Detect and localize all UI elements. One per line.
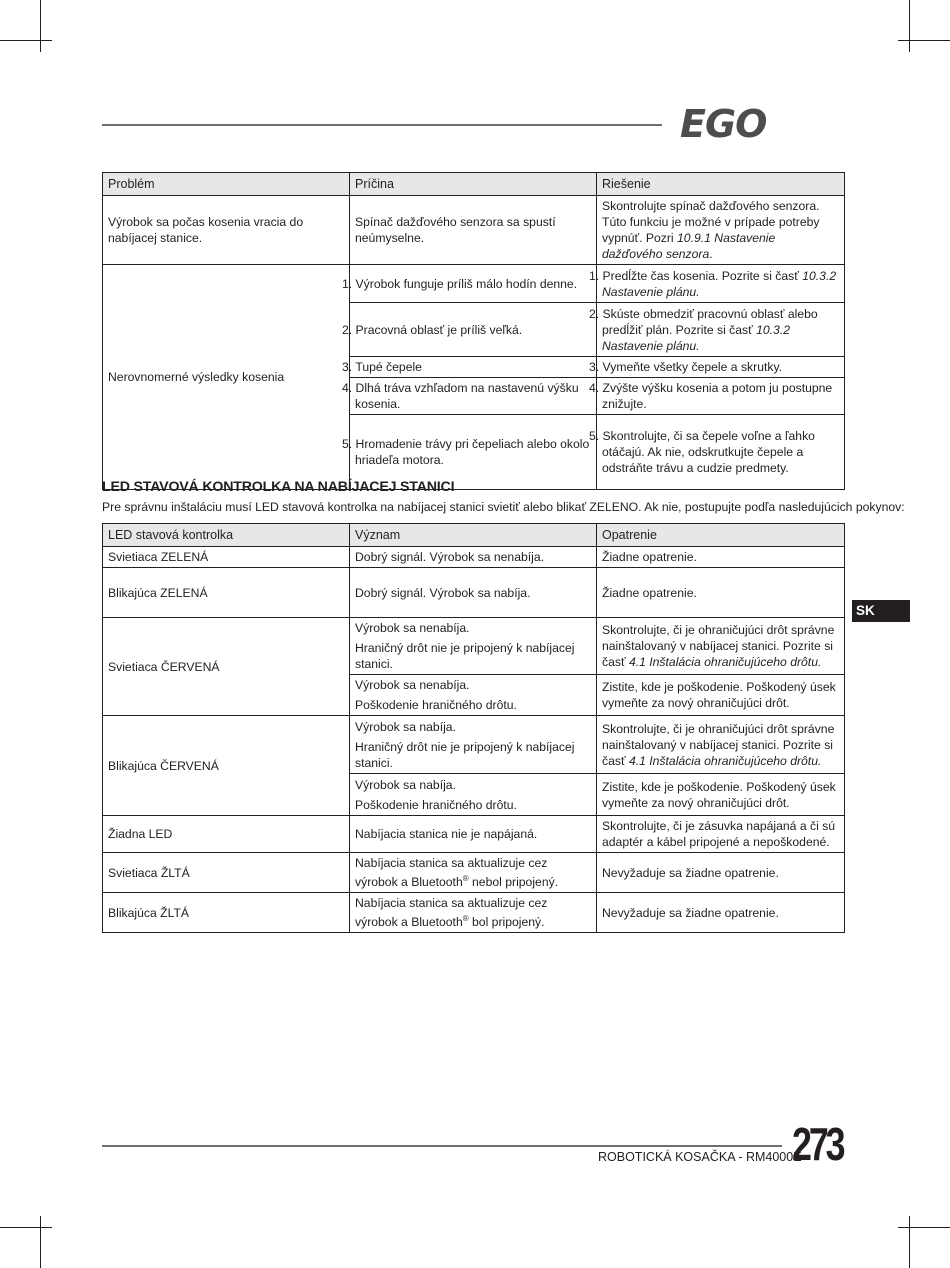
led-cell: Blikajúca ZELENÁ (103, 568, 350, 618)
crop-mark (0, 1227, 52, 1228)
page-number: 273 (792, 1118, 843, 1170)
solution-cell: Skontrolujte spínač dažďového senzora. Túto funkciu je možné v prípade potreby vypnúť. Pozri 10.9.1 Nastavenie dažďového senzora. (597, 196, 845, 265)
table-header-row (103, 524, 845, 547)
column-header-cause: Príčina (350, 173, 597, 196)
solution-cell: 1. Predĺžte čas kosenia. Pozrite si časť 10.3.2 Nastavenie plánu. (597, 265, 845, 303)
meaning-cell: Nabíjacia stanica sa aktualizuje cez výrobok a Bluetooth® nebol pripojený. (350, 853, 597, 893)
table-row (103, 893, 845, 933)
cause-cell: 5. Hromadenie trávy pri čepeliach alebo okolo hriadeľa motora. (350, 415, 597, 490)
action-cell: Nevyžaduje sa žiadne opatrenie. (597, 853, 845, 893)
meaning-cell: Nabíjacia stanica sa aktualizuje cez výrobok a Bluetooth® bol pripojený. (350, 893, 597, 933)
table-row (103, 816, 845, 853)
ego-logo (674, 104, 844, 144)
action-cell: Nevyžaduje sa žiadne opatrenie. (597, 893, 845, 933)
table-header-row (103, 173, 845, 196)
table-row (103, 568, 845, 618)
crop-mark (909, 0, 910, 52)
action-cell: Žiadne opatrenie. (597, 568, 845, 618)
table-row (103, 618, 845, 675)
crop-mark (898, 1227, 950, 1228)
solution-cell: 4. Zvýšte výšku kosenia a potom ju postupne znižujte. (597, 378, 845, 415)
column-header-problem: Problém (103, 173, 350, 196)
action-cell: Žiadne opatrenie. (597, 547, 845, 568)
header-rule (102, 124, 662, 126)
action-cell: Skontrolujte, či je ohraničujúci drôt správne nainštalovaný v nabíjacej stanici. Pozrite si časť 4.1 Inštalácia ohraničujúceho drôtu. (597, 618, 845, 675)
table-row (103, 196, 845, 265)
meaning-cell: Výrobok sa nabíja. Poškodenie hraničného drôtu. (350, 774, 597, 816)
cause-cell: 2. Pracovná oblasť je príliš veľká. (350, 303, 597, 357)
table-row (103, 716, 845, 774)
crop-mark (0, 40, 52, 41)
meaning-cell: Dobrý signál. Výrobok sa nabíja. (350, 568, 597, 618)
footer-rule (102, 1145, 782, 1147)
led-cell: Žiadna LED (103, 816, 350, 853)
meaning-cell: Výrobok sa nenabíja. Poškodenie hraničného drôtu. (350, 675, 597, 716)
cause-cell: 4. Dlhá tráva vzhľadom na nastavenú výšku kosenia. (350, 378, 597, 415)
column-header-meaning: Význam (350, 524, 597, 547)
led-cell: Svietiaca ŽLTÁ (103, 853, 350, 893)
action-cell: Zistite, kde je poškodenie. Poškodený úsek vymeňte za nový ohraničujúci drôt. (597, 774, 845, 816)
table-row (103, 265, 845, 303)
table-row (103, 853, 845, 893)
language-tab: SK (852, 600, 910, 622)
column-header-action: Opatrenie (597, 524, 845, 547)
column-header-led: LED stavová kontrolka (103, 524, 350, 547)
led-cell: Svietiaca ZELENÁ (103, 547, 350, 568)
section-intro: Pre správnu inštaláciu musí LED stavová kontrolka na nabíjacej stanici svietiť alebo blikať ZELENO. Ak nie, postupujte podľa nasledujúcich pokynov: (102, 500, 905, 514)
crop-mark (40, 0, 41, 52)
solution-cell: 3. Vymeňte všetky čepele a skrutky. (597, 357, 845, 378)
section-title: LED STAVOVÁ KONTROLKA NA NABÍJACEJ STANICI (102, 479, 455, 495)
logo-text: EGO (680, 102, 767, 146)
solution-cell: 5. Skontrolujte, či sa čepele voľne a ľahko otáčajú. Ak nie, odskrutkujte čepele a odstráňte trávu a cudzie predmety. (597, 415, 845, 490)
footer-product-name: ROBOTICKÁ KOSAČKA - RM4000E (598, 1150, 802, 1164)
action-cell: Skontrolujte, či je ohraničujúci drôt správne nainštalovaný v nabíjacej stanici. Pozrite si časť 4.1 Inštalácia ohraničujúceho drôtu. (597, 716, 845, 774)
cause-cell: Spínač dažďového senzora sa spustí neúmyselne. (350, 196, 597, 265)
problem-cell: Výrobok sa počas kosenia vracia do nabíjacej stanice. (103, 196, 350, 265)
problem-cell: Nerovnomerné výsledky kosenia (103, 265, 350, 490)
crop-mark (40, 1216, 41, 1268)
led-cell: Svietiaca ČERVENÁ (103, 618, 350, 716)
led-cell: Blikajúca ŽLTÁ (103, 893, 350, 933)
meaning-cell: Výrobok sa nenabíja. Hraničný drôt nie je pripojený k nabíjacej stanici. (350, 618, 597, 675)
meaning-cell: Dobrý signál. Výrobok sa nenabíja. (350, 547, 597, 568)
table-row (103, 547, 845, 568)
cause-cell: 1. Výrobok funguje príliš málo hodín denne. (350, 265, 597, 303)
crop-mark (898, 40, 950, 41)
troubleshooting-table (102, 172, 845, 490)
meaning-cell: Výrobok sa nabíja. Hraničný drôt nie je pripojený k nabíjacej stanici. (350, 716, 597, 774)
led-status-table (102, 523, 845, 933)
crop-mark (909, 1216, 910, 1268)
cause-cell: 3. Tupé čepele (350, 357, 597, 378)
action-cell: Zistite, kde je poškodenie. Poškodený úsek vymeňte za nový ohraničujúci drôt. (597, 675, 845, 716)
led-cell: Blikajúca ČERVENÁ (103, 716, 350, 816)
action-cell: Skontrolujte, či je zásuvka napájaná a či sú adaptér a kábel pripojené a nepoškodené. (597, 816, 845, 853)
column-header-solution: Riešenie (597, 173, 845, 196)
meaning-cell: Nabíjacia stanica nie je napájaná. (350, 816, 597, 853)
solution-cell: 2. Skúste obmedziť pracovnú oblasť alebo predĺžiť plán. Pozrite si časť 10.3.2 Nastavenie plánu. (597, 303, 845, 357)
